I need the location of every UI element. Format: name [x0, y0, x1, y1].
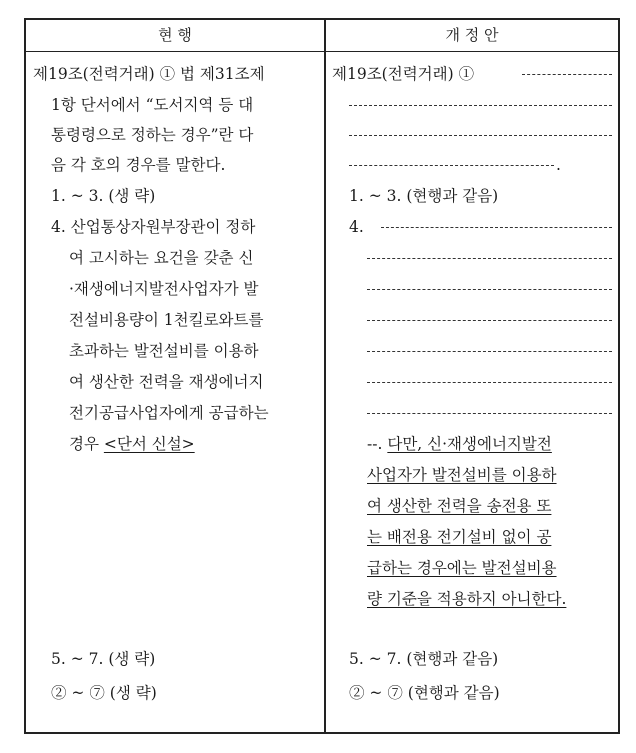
- current-item-4-line-6: 여 생산한 전력을 재생에너지: [69, 373, 264, 391]
- current-item-1-3: 1. ~ 3. (생 략): [51, 187, 156, 205]
- proposed-proviso-line-1: [367, 434, 552, 454]
- proposed-article-title: 제19조(전력거래) ①: [332, 65, 475, 83]
- current-item-4-line-3: ·재생에너지발전사업자가 발: [69, 280, 259, 298]
- current-item-4-line-8: [69, 434, 195, 454]
- header-current: 현 행: [158, 26, 192, 44]
- dash-line: [522, 74, 612, 75]
- current-item-4-prefix: 경우: [69, 435, 104, 453]
- dash-line: [349, 135, 612, 136]
- dash-line: [367, 351, 612, 352]
- dash-line: [367, 258, 612, 259]
- header-proposed: 개 정 안: [445, 26, 499, 44]
- proposed-proviso-prefix: --.: [367, 435, 388, 453]
- current-p1-line-2: 통령령으로 정하는 경우”란 다: [51, 126, 254, 144]
- dash-line: [367, 320, 612, 321]
- current-item-4-line-5: 초과하는 발전설비를 이용하: [69, 342, 259, 360]
- table-header: [26, 20, 618, 52]
- current-item-4-new-proviso: <단서 신설>: [103, 435, 195, 453]
- proposed-proviso-line-6: 량 기준을 적용하지 아니한다.: [367, 590, 567, 608]
- dash-line: [349, 105, 612, 106]
- dash-line: [367, 413, 612, 414]
- proposed-proviso-line-2: 사업자가 발전설비를 이용하: [367, 466, 557, 484]
- current-item-4-line-4: 전설비용량이 1천킬로와트를: [69, 311, 264, 329]
- proposed-proviso-text-1: 다만, 신·재생에너지발전: [387, 435, 552, 453]
- column-divider: [324, 20, 326, 732]
- proposed-para-2-7: ② ~ ⑦ (현행과 같음): [349, 684, 500, 702]
- current-para-2-7: ② ~ ⑦ (생 략): [51, 684, 157, 702]
- current-item-4-line-7: 전기공급사업자에게 공급하는: [69, 404, 269, 422]
- proposed-item-1-3: 1. ~ 3. (현행과 같음): [349, 187, 499, 205]
- dash-line: [367, 382, 612, 383]
- current-p1-line-1: 1항 단서에서 “도서지역 등 대: [51, 96, 254, 114]
- proposed-item-4-number: 4.: [349, 218, 364, 236]
- comparison-table: [24, 18, 620, 734]
- dash-line: [381, 227, 612, 228]
- proposed-proviso-line-3: 여 생산한 전력을 송전용 또: [367, 497, 552, 515]
- proposed-p1-end: .: [556, 156, 561, 174]
- current-item-4-line-2: 여 고시하는 요건을 갖춘 신: [69, 249, 254, 267]
- proposed-proviso-line-5: 급하는 경우에는 발전설비용: [367, 559, 557, 577]
- current-item-5-7: 5. ~ 7. (생 략): [51, 650, 156, 668]
- proposed-item-5-7: 5. ~ 7. (현행과 같음): [349, 650, 499, 668]
- current-p1-line-3: 음 각 호의 경우를 말한다.: [51, 156, 226, 174]
- proposed-proviso-line-4: 는 배전용 전기설비 없이 공: [367, 528, 552, 546]
- dash-line: [367, 289, 612, 290]
- dash-line: [349, 165, 554, 166]
- current-item-4-line-1: 4. 산업통상자원부장관이 정하: [51, 218, 256, 236]
- current-article-title: 제19조(전력거래) ① 법 제31조제: [33, 65, 265, 83]
